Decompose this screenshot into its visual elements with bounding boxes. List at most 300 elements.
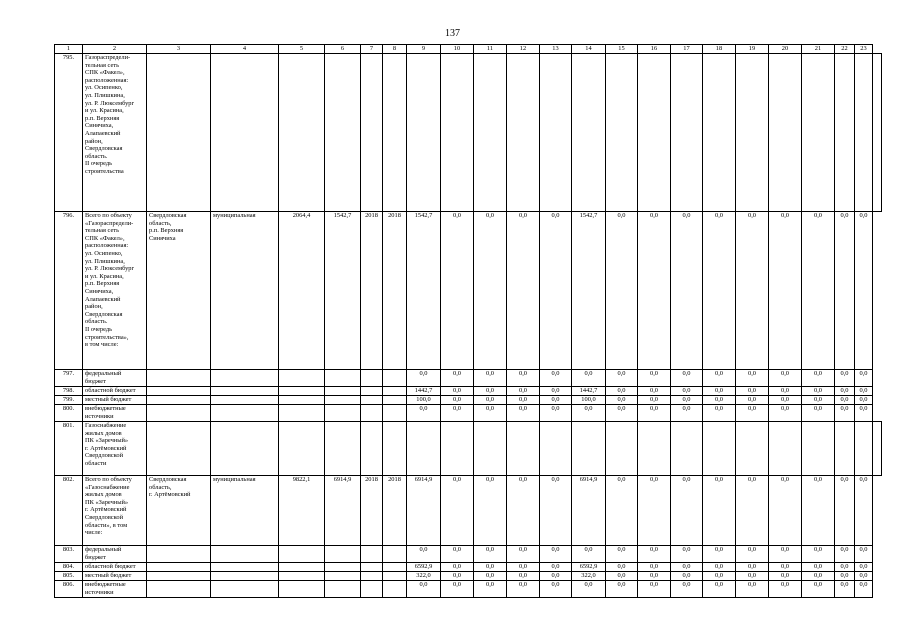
cell: 0,0	[606, 387, 638, 396]
cell	[383, 396, 407, 405]
cell: 0,0	[835, 572, 855, 581]
cell: 0,0	[540, 572, 572, 581]
object-name: Газораспредели- тельная сеть СПК «Факел», расположенная: ул. Осипенко, ул. Плишкина, ул. Р. Люксембург и ул. Красина, р.п. Верхняя Синячиха, Алапаевский район, Свердловская область. II очередь строительства	[83, 54, 147, 212]
cell: 0,0	[736, 476, 769, 546]
cell	[441, 422, 474, 476]
cell: 0,0	[474, 387, 507, 396]
cell: 0,0	[736, 572, 769, 581]
row-number: 806.	[55, 581, 83, 598]
table-row	[55, 387, 882, 396]
cell	[325, 405, 361, 422]
cell: 1542,7	[325, 212, 361, 370]
cell	[540, 54, 572, 212]
column-number: 7	[361, 45, 383, 54]
location	[147, 563, 211, 572]
ownership	[211, 405, 279, 422]
cell: 0,0	[769, 396, 802, 405]
cell: 0,0	[441, 476, 474, 546]
table-row	[55, 476, 882, 546]
cell	[361, 370, 383, 387]
cell: 0,0	[703, 370, 736, 387]
cell: 0,0	[802, 396, 835, 405]
cell: 0,0	[703, 546, 736, 563]
table-row	[55, 581, 882, 598]
column-number: 11	[474, 45, 507, 54]
cell: 0,0	[572, 370, 606, 387]
cell: 0,0	[703, 396, 736, 405]
cell: 0,0	[835, 405, 855, 422]
cell: 0,0	[474, 212, 507, 370]
column-number: 15	[606, 45, 638, 54]
row-number: 804.	[55, 563, 83, 572]
cell: 0,0	[638, 546, 671, 563]
cell	[279, 370, 325, 387]
column-number: 8	[383, 45, 407, 54]
object-name: федеральный бюджет	[83, 546, 147, 563]
cell: 0,0	[769, 212, 802, 370]
cell: 0,0	[407, 370, 441, 387]
cell: 1542,7	[572, 212, 606, 370]
cell: 0,0	[703, 405, 736, 422]
cell	[361, 387, 383, 396]
cell: 0,0	[474, 476, 507, 546]
cell	[279, 422, 325, 476]
cell: 0,0	[835, 370, 855, 387]
cell: 2018	[361, 212, 383, 370]
cell: 100,0	[407, 396, 441, 405]
cell: 2018	[383, 212, 407, 370]
cell: 0,0	[507, 387, 540, 396]
cell: 0,0	[507, 476, 540, 546]
cell: 0,0	[606, 572, 638, 581]
cell: 0,0	[572, 581, 606, 598]
cell: 0,0	[441, 370, 474, 387]
cell: 2018	[383, 476, 407, 546]
cell	[279, 581, 325, 598]
cell	[361, 405, 383, 422]
row-number: 803.	[55, 546, 83, 563]
table-row	[55, 370, 882, 387]
cell	[507, 54, 540, 212]
cell	[279, 572, 325, 581]
cell	[279, 563, 325, 572]
location	[147, 387, 211, 396]
cell: 0,0	[638, 563, 671, 572]
cell: 0,0	[540, 370, 572, 387]
cell: 0,0	[703, 572, 736, 581]
cell: 0,0	[671, 546, 703, 563]
cell: 0,0	[407, 546, 441, 563]
cell: 0,0	[441, 396, 474, 405]
cell: 0,0	[507, 396, 540, 405]
cell: 0,0	[540, 581, 572, 598]
cell: 0,0	[606, 405, 638, 422]
cell: 0,0	[540, 212, 572, 370]
cell: 0,0	[606, 370, 638, 387]
cell	[383, 581, 407, 598]
cell	[279, 396, 325, 405]
column-number: 2	[83, 45, 147, 54]
table-row	[55, 563, 882, 572]
cell: 0,0	[540, 387, 572, 396]
row-number: 796.	[55, 212, 83, 370]
location	[147, 405, 211, 422]
cell	[325, 572, 361, 581]
location	[147, 572, 211, 581]
cell: 0,0	[638, 370, 671, 387]
cell	[325, 370, 361, 387]
cell: 0,0	[802, 405, 835, 422]
table-row	[55, 572, 882, 581]
cell: 0,0	[802, 572, 835, 581]
cell	[736, 54, 769, 212]
cell	[383, 572, 407, 581]
cell: 322,0	[407, 572, 441, 581]
cell	[769, 54, 802, 212]
cell: 0,0	[855, 387, 873, 396]
cell	[671, 54, 703, 212]
cell: 0,0	[507, 405, 540, 422]
cell	[474, 54, 507, 212]
ownership	[211, 581, 279, 598]
ownership	[211, 563, 279, 572]
column-number: 17	[671, 45, 703, 54]
cell: 0,0	[638, 396, 671, 405]
location	[147, 370, 211, 387]
cell: 0,0	[855, 212, 873, 370]
cell	[361, 546, 383, 563]
cell: 0,0	[855, 581, 873, 598]
cell: 0,0	[736, 546, 769, 563]
column-number: 1	[55, 45, 83, 54]
cell	[325, 581, 361, 598]
cell: 0,0	[474, 405, 507, 422]
cell	[325, 563, 361, 572]
cell	[769, 422, 802, 476]
cell	[361, 396, 383, 405]
cell: 2064,4	[279, 212, 325, 370]
cell: 0,0	[855, 405, 873, 422]
ownership	[211, 546, 279, 563]
cell: 0,0	[671, 396, 703, 405]
cell	[671, 422, 703, 476]
cell: 0,0	[769, 405, 802, 422]
location	[147, 54, 211, 212]
cell	[325, 546, 361, 563]
ownership	[211, 396, 279, 405]
cell: 0,0	[671, 387, 703, 396]
cell: 0,0	[638, 405, 671, 422]
location	[147, 546, 211, 563]
cell: 0,0	[736, 396, 769, 405]
cell: 0,0	[606, 546, 638, 563]
cell: 0,0	[802, 387, 835, 396]
cell: 0,0	[638, 387, 671, 396]
cell	[703, 54, 736, 212]
object-name: Всего по объекту «Газораспредели- тельная сеть СПК «Факел», расположенная: ул. Осипенко, ул. Плишкина, ул. Р. Люксембург и ул. Красина, р.п. Верхняя Синячиха, Алапаевский район, Свердловская область. II очередь строительства», в том числе:	[83, 212, 147, 370]
location	[147, 581, 211, 598]
page-number: 137	[445, 28, 460, 39]
cell: 0,0	[507, 563, 540, 572]
cell	[572, 422, 606, 476]
cell: 0,0	[441, 212, 474, 370]
cell: 0,0	[507, 581, 540, 598]
cell	[361, 572, 383, 581]
cell: 6592,9	[572, 563, 606, 572]
cell	[361, 581, 383, 598]
cell: 0,0	[769, 563, 802, 572]
cell: 0,0	[474, 563, 507, 572]
cell: 0,0	[606, 212, 638, 370]
cell: 1442,7	[572, 387, 606, 396]
cell: 0,0	[474, 546, 507, 563]
cell: 0,0	[802, 581, 835, 598]
table-row	[55, 546, 882, 563]
location	[147, 422, 211, 476]
cell	[383, 546, 407, 563]
column-number: 4	[211, 45, 279, 54]
cell	[383, 387, 407, 396]
cell: 0,0	[671, 370, 703, 387]
cell: 0,0	[606, 476, 638, 546]
cell	[855, 54, 873, 212]
object-name: внебюджетные источники	[83, 581, 147, 598]
cell	[606, 54, 638, 212]
row-number: 798.	[55, 387, 83, 396]
cell: 0,0	[671, 212, 703, 370]
ownership	[211, 422, 279, 476]
cell: 0,0	[855, 396, 873, 405]
cell: 0,0	[507, 546, 540, 563]
table-row	[55, 54, 882, 212]
cell: 6914,9	[572, 476, 606, 546]
cell	[383, 563, 407, 572]
cell: 0,0	[802, 563, 835, 572]
row-number: 797.	[55, 370, 83, 387]
cell: 0,0	[441, 387, 474, 396]
cell	[279, 387, 325, 396]
table-row	[55, 422, 882, 476]
row-number: 795.	[55, 54, 83, 212]
object-name: Всего по объекту «Газоснабжение жилых домов ПК «Заречный» г. Артёмовский Свердловской области», в том числе:	[83, 476, 147, 546]
cell: 0,0	[441, 581, 474, 598]
cell: 0,0	[736, 405, 769, 422]
cell: 0,0	[606, 581, 638, 598]
cell: 0,0	[835, 396, 855, 405]
cell: 0,0	[638, 212, 671, 370]
row-number: 802.	[55, 476, 83, 546]
cell: 6914,9	[407, 476, 441, 546]
cell: 0,0	[835, 546, 855, 563]
cell	[279, 546, 325, 563]
cell: 0,0	[835, 387, 855, 396]
cell: 0,0	[638, 476, 671, 546]
column-number: 5	[279, 45, 325, 54]
ownership: муниципальная	[211, 476, 279, 546]
cell: 2018	[361, 476, 383, 546]
column-number: 14	[572, 45, 606, 54]
table-row	[55, 212, 882, 370]
cell	[279, 54, 325, 212]
ownership	[211, 387, 279, 396]
cell	[835, 54, 855, 212]
cell	[736, 422, 769, 476]
cell: 0,0	[507, 370, 540, 387]
cell: 0,0	[572, 405, 606, 422]
cell: 0,0	[572, 546, 606, 563]
cell: 0,0	[671, 572, 703, 581]
cell	[540, 422, 572, 476]
table-row	[55, 405, 882, 422]
cell: 0,0	[606, 563, 638, 572]
cell	[361, 563, 383, 572]
object-name: областной бюджет	[83, 387, 147, 396]
cell	[873, 54, 882, 212]
object-name: местный бюджет	[83, 572, 147, 581]
ownership	[211, 370, 279, 387]
cell	[407, 54, 441, 212]
cell: 0,0	[703, 581, 736, 598]
cell: 0,0	[540, 396, 572, 405]
cell	[638, 54, 671, 212]
ownership	[211, 54, 279, 212]
cell: 0,0	[540, 476, 572, 546]
cell: 0,0	[855, 370, 873, 387]
location	[147, 396, 211, 405]
cell	[441, 54, 474, 212]
cell: 0,0	[769, 370, 802, 387]
cell: 0,0	[671, 563, 703, 572]
cell	[383, 405, 407, 422]
cell: 0,0	[671, 405, 703, 422]
cell	[507, 422, 540, 476]
row-number: 801.	[55, 422, 83, 476]
cell: 0,0	[540, 546, 572, 563]
cell: 0,0	[540, 405, 572, 422]
ownership	[211, 572, 279, 581]
cell: 6592,9	[407, 563, 441, 572]
cell: 0,0	[802, 476, 835, 546]
column-number: 20	[769, 45, 802, 54]
row-number: 800.	[55, 405, 83, 422]
cell: 0,0	[671, 581, 703, 598]
cell: 0,0	[736, 370, 769, 387]
object-name: местный бюджет	[83, 396, 147, 405]
cell	[703, 422, 736, 476]
cell	[361, 54, 383, 212]
column-number: 6	[325, 45, 361, 54]
column-number-row	[55, 45, 882, 54]
cell: 0,0	[638, 572, 671, 581]
cell: 0,0	[407, 581, 441, 598]
cell: 0,0	[703, 387, 736, 396]
cell: 0,0	[855, 546, 873, 563]
cell: 0,0	[736, 212, 769, 370]
cell	[325, 396, 361, 405]
column-number: 9	[407, 45, 441, 54]
object-name: областной бюджет	[83, 563, 147, 572]
cell	[383, 370, 407, 387]
cell	[383, 422, 407, 476]
cell: 0,0	[671, 476, 703, 546]
investment-table	[54, 44, 882, 598]
cell: 0,0	[835, 581, 855, 598]
cell	[638, 422, 671, 476]
cell: 1442,7	[407, 387, 441, 396]
cell: 0,0	[736, 581, 769, 598]
cell	[802, 54, 835, 212]
cell: 0,0	[835, 476, 855, 546]
cell: 0,0	[802, 546, 835, 563]
column-number: 19	[736, 45, 769, 54]
cell: 0,0	[769, 546, 802, 563]
cell	[383, 54, 407, 212]
cell: 0,0	[407, 405, 441, 422]
cell	[873, 422, 882, 476]
cell: 0,0	[474, 396, 507, 405]
cell: 0,0	[835, 212, 855, 370]
cell	[572, 54, 606, 212]
column-number: 22	[835, 45, 855, 54]
cell: 0,0	[855, 476, 873, 546]
cell	[835, 422, 855, 476]
cell	[325, 54, 361, 212]
column-number: 18	[703, 45, 736, 54]
cell	[855, 422, 873, 476]
column-number: 23	[855, 45, 873, 54]
cell	[279, 405, 325, 422]
cell	[407, 422, 441, 476]
cell: 0,0	[507, 212, 540, 370]
ownership: муниципальная	[211, 212, 279, 370]
cell	[361, 422, 383, 476]
cell: 0,0	[540, 563, 572, 572]
cell: 0,0	[441, 563, 474, 572]
row-number: 805.	[55, 572, 83, 581]
cell: 0,0	[441, 546, 474, 563]
column-number: 13	[540, 45, 572, 54]
object-name: федеральный бюджет	[83, 370, 147, 387]
cell: 0,0	[606, 396, 638, 405]
cell: 0,0	[703, 563, 736, 572]
column-number: 10	[441, 45, 474, 54]
column-number: 12	[507, 45, 540, 54]
cell: 322,0	[572, 572, 606, 581]
cell: 0,0	[855, 563, 873, 572]
cell: 0,0	[441, 405, 474, 422]
column-number: 16	[638, 45, 671, 54]
cell: 0,0	[474, 370, 507, 387]
cell: 0,0	[736, 563, 769, 572]
cell: 0,0	[507, 572, 540, 581]
cell	[802, 422, 835, 476]
cell: 6914,9	[325, 476, 361, 546]
cell: 0,0	[474, 572, 507, 581]
cell: 100,0	[572, 396, 606, 405]
cell: 0,0	[769, 476, 802, 546]
location: Свердловская область, г. Артёмовский	[147, 476, 211, 546]
cell: 9822,1	[279, 476, 325, 546]
cell: 0,0	[736, 387, 769, 396]
cell: 0,0	[855, 572, 873, 581]
row-number: 799.	[55, 396, 83, 405]
column-number: 3	[147, 45, 211, 54]
cell	[606, 422, 638, 476]
cell: 0,0	[474, 581, 507, 598]
cell	[325, 387, 361, 396]
object-name: внебюджетные источники	[83, 405, 147, 422]
cell: 0,0	[638, 581, 671, 598]
